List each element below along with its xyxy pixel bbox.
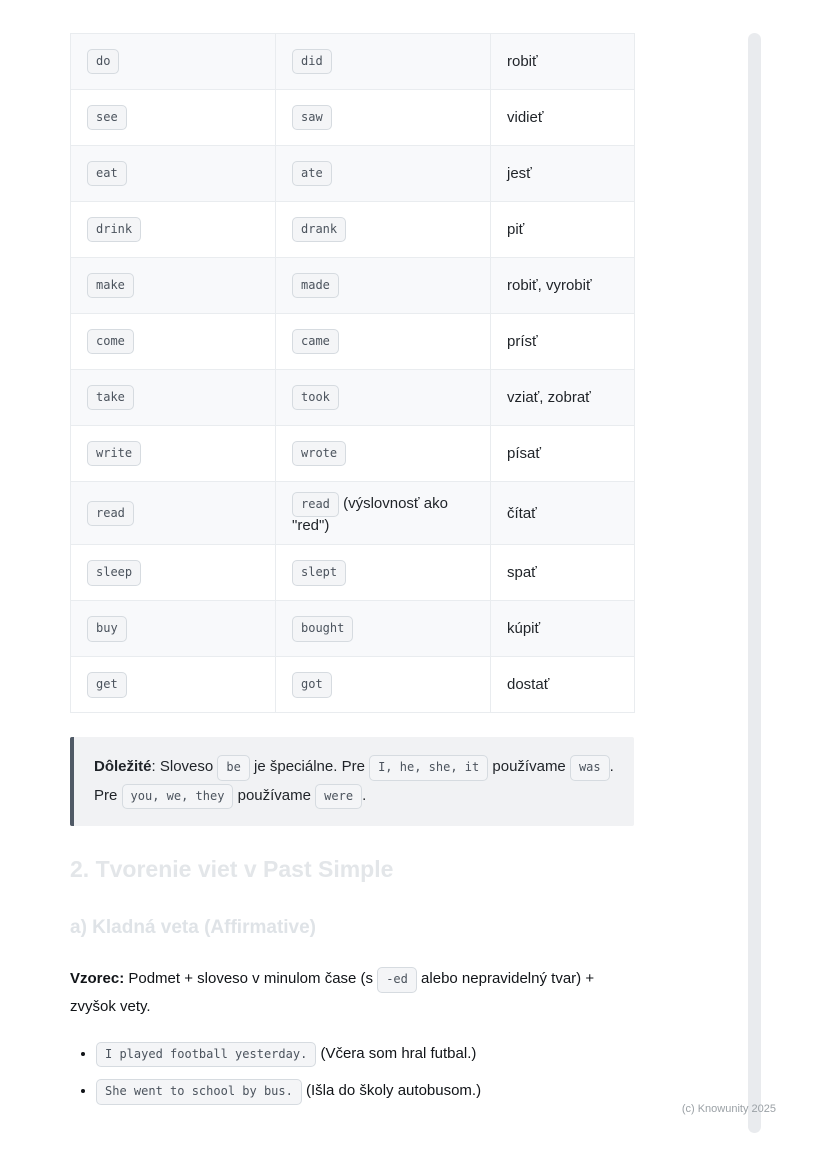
past-verb-code: came — [292, 329, 339, 354]
inline-code-were: were — [315, 784, 362, 809]
past-verb-cell — [276, 370, 491, 426]
table-row — [71, 545, 635, 601]
inline-code-pronouns-singular: I, he, she, it — [369, 755, 488, 780]
past-verb-code: drank — [292, 217, 346, 242]
base-verb-cell — [71, 202, 276, 258]
irregular-verbs-table — [70, 33, 635, 713]
example-code: I played football yesterday. — [96, 1042, 316, 1067]
past-verb-cell — [276, 601, 491, 657]
table-row — [71, 202, 635, 258]
meaning-text: čítať — [491, 482, 635, 545]
document-content — [70, 33, 634, 1117]
past-verb-cell — [276, 482, 491, 545]
inline-code-ed: -ed — [377, 967, 417, 992]
base-verb-cell — [71, 545, 276, 601]
base-verb-cell — [71, 146, 276, 202]
base-verb-cell — [71, 90, 276, 146]
base-verb-code: get — [87, 672, 127, 697]
base-verb-code: make — [87, 273, 134, 298]
past-verb-code: ate — [292, 161, 332, 186]
meaning-text: jesť — [491, 146, 635, 202]
base-verb-cell — [71, 34, 276, 90]
base-verb-code: buy — [87, 616, 127, 641]
formula-text-part: alebo nepravidelný tvar) + zvyšok vety. — [70, 970, 595, 1015]
inline-code-pronouns-plural: you, we, they — [122, 784, 234, 809]
base-verb-cell — [71, 482, 276, 545]
example-code: She went to school by bus. — [96, 1079, 302, 1104]
table-row — [71, 258, 635, 314]
base-verb-cell — [71, 601, 276, 657]
callout-text-part: je špeciálne. Pre — [249, 758, 370, 776]
table-row — [71, 34, 635, 90]
base-verb-code: do — [87, 49, 119, 74]
base-verb-code: drink — [87, 217, 141, 242]
meaning-text: spať — [491, 545, 635, 601]
base-verb-cell — [71, 370, 276, 426]
meaning-text: písať — [491, 426, 635, 482]
callout-text-part: : Sloveso — [151, 758, 218, 776]
base-verb-code: see — [87, 105, 127, 130]
table-row — [71, 146, 635, 202]
past-verb-cell — [276, 314, 491, 370]
callout-text-part: . — [362, 786, 367, 804]
formula-text-part: Podmet + sloveso v minulom čase (s — [124, 970, 378, 988]
inline-code-was: was — [570, 755, 610, 780]
meaning-text: piť — [491, 202, 635, 258]
past-verb-cell — [276, 34, 491, 90]
base-verb-cell — [71, 258, 276, 314]
table-row — [71, 370, 635, 426]
meaning-text: robiť, vyrobiť — [491, 258, 635, 314]
past-verb-code: bought — [292, 616, 353, 641]
past-verb-cell — [276, 146, 491, 202]
past-verb-code: saw — [292, 105, 332, 130]
table-row — [71, 601, 635, 657]
list-item — [96, 1079, 634, 1104]
callout-text — [94, 753, 614, 810]
past-verb-cell — [276, 545, 491, 601]
base-verb-code: write — [87, 441, 141, 466]
table-row — [71, 426, 635, 482]
meaning-text: vidieť — [491, 90, 635, 146]
example-translation: (Išla do školy autobusom.) — [301, 1082, 482, 1100]
past-verb-code: read — [292, 492, 339, 517]
base-verb-code: eat — [87, 161, 127, 186]
meaning-text: kúpiť — [491, 601, 635, 657]
past-verb-note: (výslovnosť ako "red") — [292, 495, 448, 535]
meaning-text: robiť — [491, 34, 635, 90]
past-verb-cell — [276, 258, 491, 314]
section-heading: 2. Tvorenie viet v Past Simple — [70, 856, 394, 883]
past-verb-code: got — [292, 672, 332, 697]
base-verb-cell — [71, 426, 276, 482]
scrollbar-thumb[interactable] — [748, 33, 761, 1133]
callout-label: Dôležité — [94, 758, 152, 776]
past-verb-cell — [276, 202, 491, 258]
base-verb-code: take — [87, 385, 134, 410]
past-verb-code: slept — [292, 560, 346, 585]
past-verb-code: wrote — [292, 441, 346, 466]
table-row — [71, 657, 635, 713]
base-verb-cell — [71, 314, 276, 370]
meaning-text: prísť — [491, 314, 635, 370]
past-verb-code: made — [292, 273, 339, 298]
base-verb-cell — [71, 657, 276, 713]
important-callout — [70, 737, 634, 826]
meaning-text: vziať, zobrať — [491, 370, 635, 426]
past-verb-code: did — [292, 49, 332, 74]
list-item — [96, 1042, 634, 1067]
example-translation: (Včera som hral futbal.) — [316, 1044, 477, 1062]
table-row — [71, 482, 635, 545]
base-verb-code: sleep — [87, 560, 141, 585]
past-verb-code: took — [292, 385, 339, 410]
inline-code-be: be — [217, 755, 249, 780]
past-verb-cell — [276, 426, 491, 482]
subsection-heading: a) Kladná veta (Affirmative) — [70, 917, 317, 939]
table-row — [71, 90, 635, 146]
callout-text-part: . Pre — [94, 758, 614, 804]
meaning-text: dostať — [491, 657, 635, 713]
formula-paragraph — [70, 965, 634, 1019]
base-verb-code: read — [87, 501, 134, 526]
formula-label: Vzorec: — [70, 970, 125, 988]
copyright-watermark: (c) Knowunity 2025 — [681, 1103, 776, 1115]
past-verb-cell — [276, 90, 491, 146]
table-row — [71, 314, 635, 370]
callout-text-part: používame — [233, 786, 316, 804]
callout-text-part: používame — [488, 758, 570, 776]
past-verb-cell — [276, 657, 491, 713]
examples-list — [70, 1042, 634, 1105]
base-verb-code: come — [87, 329, 134, 354]
